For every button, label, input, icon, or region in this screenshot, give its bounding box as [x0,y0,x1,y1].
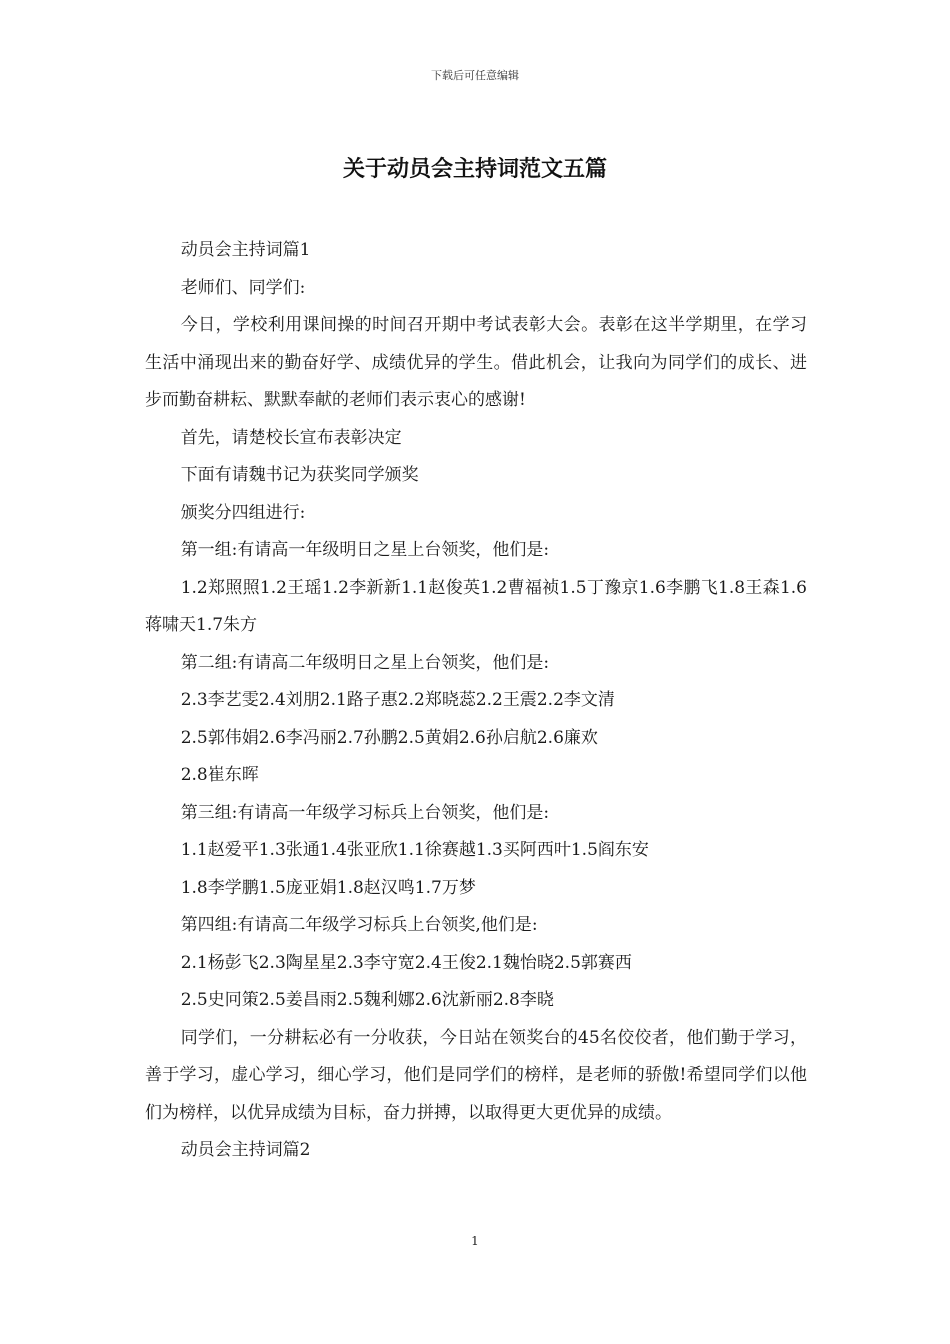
group-3-names-line-2: 1.8李学鹏1.5庞亚娟1.8赵汉鸣1.7万梦 [180,877,476,898]
paragraph-award-groups: 颁奖分四组进行: [180,502,306,523]
paragraph-announcement: 首先，请楚校长宣布表彰决定 [180,427,402,448]
group-4-names-line-1: 2.1杨彭飞2.3陶星星2.3李守宽2.4王俊2.1魏怡晓2.5郭赛西 [180,952,632,973]
group-3-names-line-1: 1.1赵爱平1.3张通1.4张亚欣1.1徐赛越1.3买阿西叶1.5阎东安 [180,840,649,860]
document-body [145,232,807,1170]
group-2-names-line-3: 2.8崔东晖 [180,765,259,785]
greeting: 老师们、同学们: [180,277,306,298]
paragraph-opening: 今日，学校利用课间操的时间召开期中考试表彰大会。表彰在这半学期里，在学习生活中涌现出来的勤奋好学、成绩优异的学生。借此机会，让我向为同学们的成长、进步而勤奋耕耘、默默奉献的老师们表示衷心的感谢! [145,315,807,410]
group-2-names-line-1: 2.3李艺雯2.4刘朋2.1路子惠2.2郑晓蕊2.2王震2.2李文清 [180,690,615,710]
group-1-names: 1.2郑照照1.2王瑶1.2李新新1.1赵俊英1.2曹福祯1.5丁豫京1.6李鹏飞1.8王森1.6蒋啸天1.7朱方 [145,577,807,635]
document-title: 关于动员会主持词范文五篇 [342,157,607,182]
group-2-heading: 第二组:有请高二年级明日之星上台领奖，他们是: [180,652,550,673]
section-heading-1: 动员会主持词篇1 [180,240,311,260]
section-heading-2: 动员会主持词篇2 [180,1140,311,1160]
paragraph-award-presenter: 下面有请魏书记为获奖同学颁奖 [180,465,419,485]
group-4-heading: 第四组:有请高二年级学习标兵上台领奖,他们是: [180,915,538,935]
group-3-heading: 第三组:有请高一年级学习标兵上台领奖，他们是: [180,802,550,823]
group-4-names-line-2: 2.5史冋策2.5姜昌雨2.5魏利娜2.6沈新丽2.8李晓 [180,990,554,1010]
page-number: 1 [471,1234,479,1248]
paragraph-closing: 同学们，一分耕耘必有一分收获，今日站在领奖台的45名佼佼者，他们勤于学习，善于学习，虚心学习，细心学习，他们是同学们的榜样，是老师的骄傲!希望同学们以他们为榜样，以优异成绩为目标，奋力拼搏，以取得更大更优异的成绩。 [145,1027,807,1123]
group-1-heading: 第一组:有请高一年级明日之星上台领奖，他们是: [180,540,550,560]
group-2-names-line-2: 2.5郭伟娟2.6李冯丽2.7孙鹏2.5黄娟2.6孙启航2.6廉欢 [180,727,598,748]
header-note: 下载后可任意编辑 [431,69,519,82]
